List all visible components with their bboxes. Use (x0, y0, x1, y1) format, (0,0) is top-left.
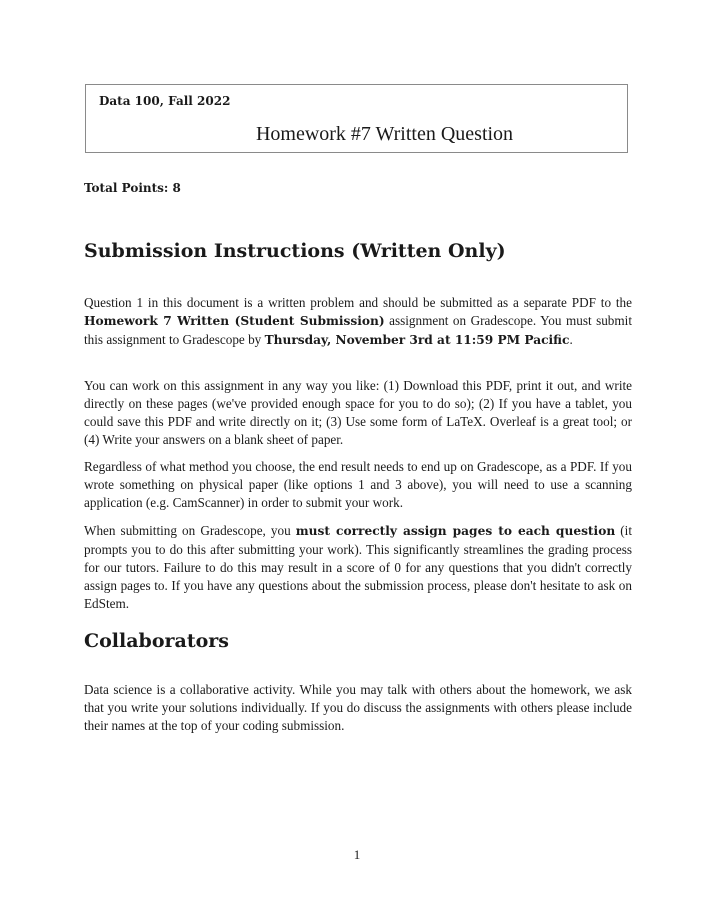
course-label: Data 100, Fall 2022 (99, 94, 231, 108)
submission-instructions-heading: Submission Instructions (Written Only) (84, 240, 506, 262)
submission-p1-bold-2: Thursday, November 3rd at 11:59 PM Pacific (264, 332, 570, 347)
page-number: 1 (353, 847, 361, 862)
submission-p1-text-3: . (569, 331, 573, 347)
homework-title: Homework #7 Written Question (255, 123, 514, 145)
submission-p4-text-2: (it prompts you to do this after submitting your work). This significantly streamlines the grading process for our tutors. Failure to do this may result in a score of 0 for any questions that you didn't correctly assign pages to. If you have any questions about the submission process, please don't hesitate to ask on EdStem. (84, 523, 632, 611)
submission-p1-bold-1: Homework 7 Written (Student Submission) (84, 313, 385, 328)
submission-paragraph-2: You can work on this assignment in any way you like: (1) Download this PDF, print it out, and write directly on these pages (we've provided enough space for you to do so); (2) If you have a tablet, you could save this PDF and write directly on it; (3) Use some form of LaTeX. Overleaf is a great tool; or (4) Write your answers on a blank sheet of paper. (84, 378, 632, 447)
submission-p4-bold-1: must correctly assign pages to each question (295, 524, 616, 538)
collaborators-paragraph: Data science is a collaborative activity. While you may talk with others about the homework, we ask that you write your solutions individually. If you do discuss the assignments with others please include their names at the top of your coding submission. (84, 682, 632, 733)
submission-paragraph-1 (84, 294, 632, 350)
submission-p1-text-1: Question 1 in this document is a written problem and should be submitted as a separate PDF to the (84, 295, 632, 310)
submission-paragraph-4 (84, 522, 632, 613)
submission-p4-text-1: When submitting on Gradescope, you (84, 523, 296, 538)
total-points: Total Points: 8 (84, 181, 181, 195)
submission-p1-text-2: assignment on Gradescope. You must submit this assignment to Gradescope by (84, 312, 632, 347)
header-box (85, 84, 628, 153)
collaborators-heading: Collaborators (84, 630, 229, 652)
submission-paragraph-3: Regardless of what method you choose, the end result needs to end up on Gradescope, as a PDF. If you wrote something on physical paper (like options 1 and 3 above), you will need to use a scanning application (e.g. CamScanner) in order to submit your work. (84, 459, 632, 510)
